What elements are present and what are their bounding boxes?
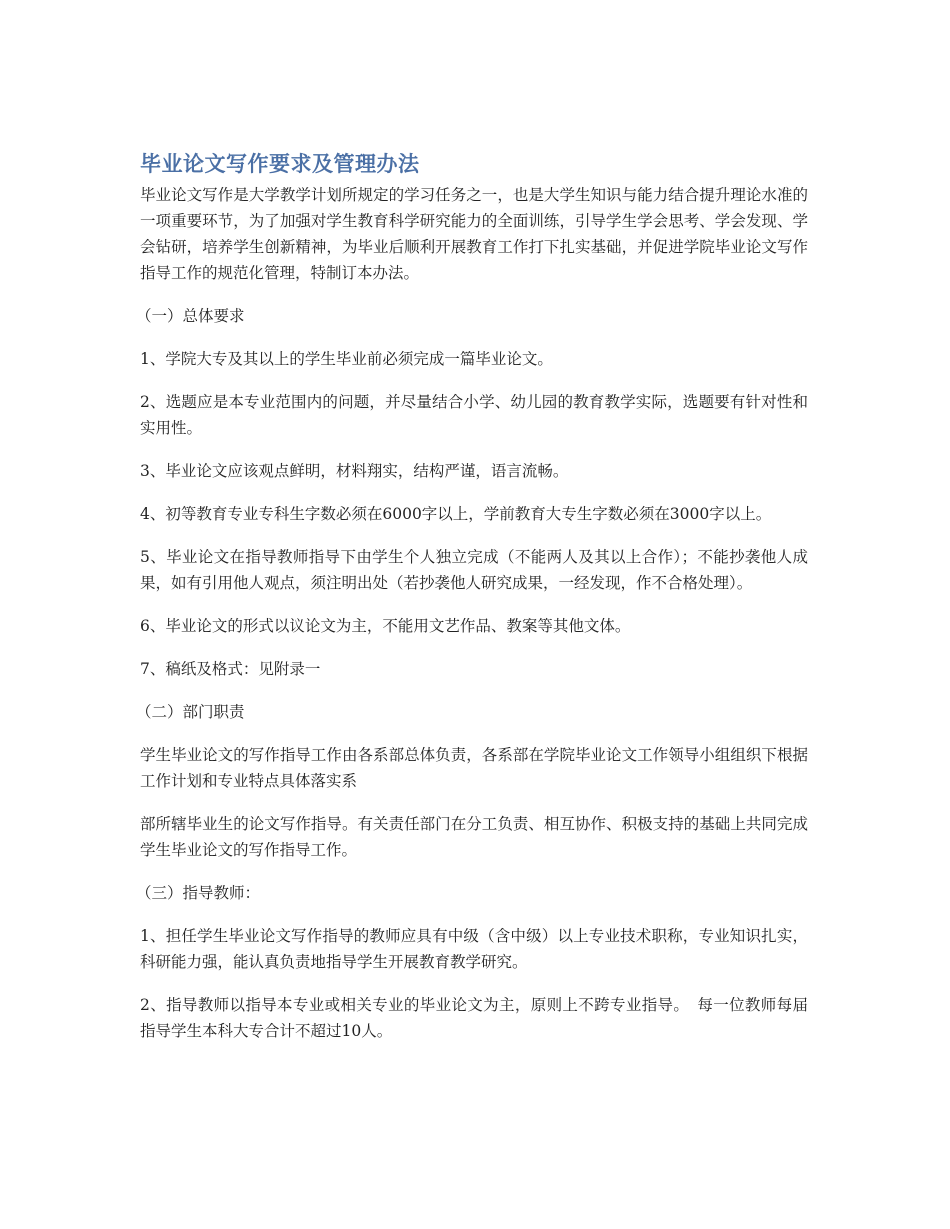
document-page (136, 150, 808, 1061)
section-general-requirements (136, 303, 808, 682)
section-department-duties (136, 699, 808, 863)
section-paragraph: 4、初等教育专业专科生字数必须在6000字以上，学前教育大专生字数必须在3000字以上。 (140, 505, 772, 523)
section-paragraph: 学生毕业论文的写作指导工作由各系部总体负责，各系部在学院毕业论文工作领导小组组织下根据工作计划和专业特点具体落实系 (140, 746, 808, 790)
section-paragraph: 1、担任学生毕业论文写作指导的教师应具有中级（含中级）以上专业技术职称，专业知识扎实，科研能力强，能认真负责地指导学生开展教育教学研究。 (140, 927, 808, 971)
document-title: 毕业论文写作要求及管理办法 (140, 152, 420, 176)
section-paragraph: 部所辖毕业生的论文写作指导。有关责任部门在分工负责、相互协作、积极支持的基础上共同完成学生毕业论文的写作指导工作。 (140, 815, 808, 859)
section-heading: （二）部门职责 (136, 703, 245, 721)
section-paragraph: 3、毕业论文应该观点鲜明，材料翔实，结构严谨，语言流畅。 (140, 462, 569, 480)
section-paragraph: 1、学院大专及其以上的学生毕业前必须完成一篇毕业论文。 (140, 350, 553, 368)
intro-paragraph: 毕业论文写作是大学教学计划所规定的学习任务之一，也是大学生知识与能力结合提升理论水准的一项重要环节，为了加强对学生教育科学研究能力的全面训练，引导学生学会思考、学会发现、学会钻研，培养学生创新精神，为毕业后顺利开展教育工作打下扎实基础，并促进学院毕业论文写作指导工作的规范化管理，特制订本办法。 (140, 186, 808, 282)
section-paragraph: 7、稿纸及格式：见附录一 (140, 660, 321, 678)
section-advisors (136, 880, 808, 1044)
section-paragraph: 6、毕业论文的形式以议论文为主，不能用文艺作品、教案等其他文体。 (140, 617, 631, 635)
section-paragraph: 2、指导教师以指导本专业或相关专业的毕业论文为主，原则上不跨专业指导。 每一位教师每届指导学生本科大专合计不超过10人。 (140, 996, 808, 1040)
section-paragraph: 2、选题应是本专业范围内的问题，并尽量结合小学、幼儿园的教育教学实际，选题要有针对性和实用性。 (140, 393, 808, 437)
section-paragraph: 5、毕业论文在指导教师指导下由学生个人独立完成（不能两人及其以上合作）；不能抄袭他人成果，如有引用他人观点，须注明出处（若抄袭他人研究成果，一经发现，作不合格处理）。 (140, 548, 808, 592)
section-heading: （三）指导教师： (136, 884, 261, 902)
section-heading: （一）总体要求 (136, 307, 245, 325)
